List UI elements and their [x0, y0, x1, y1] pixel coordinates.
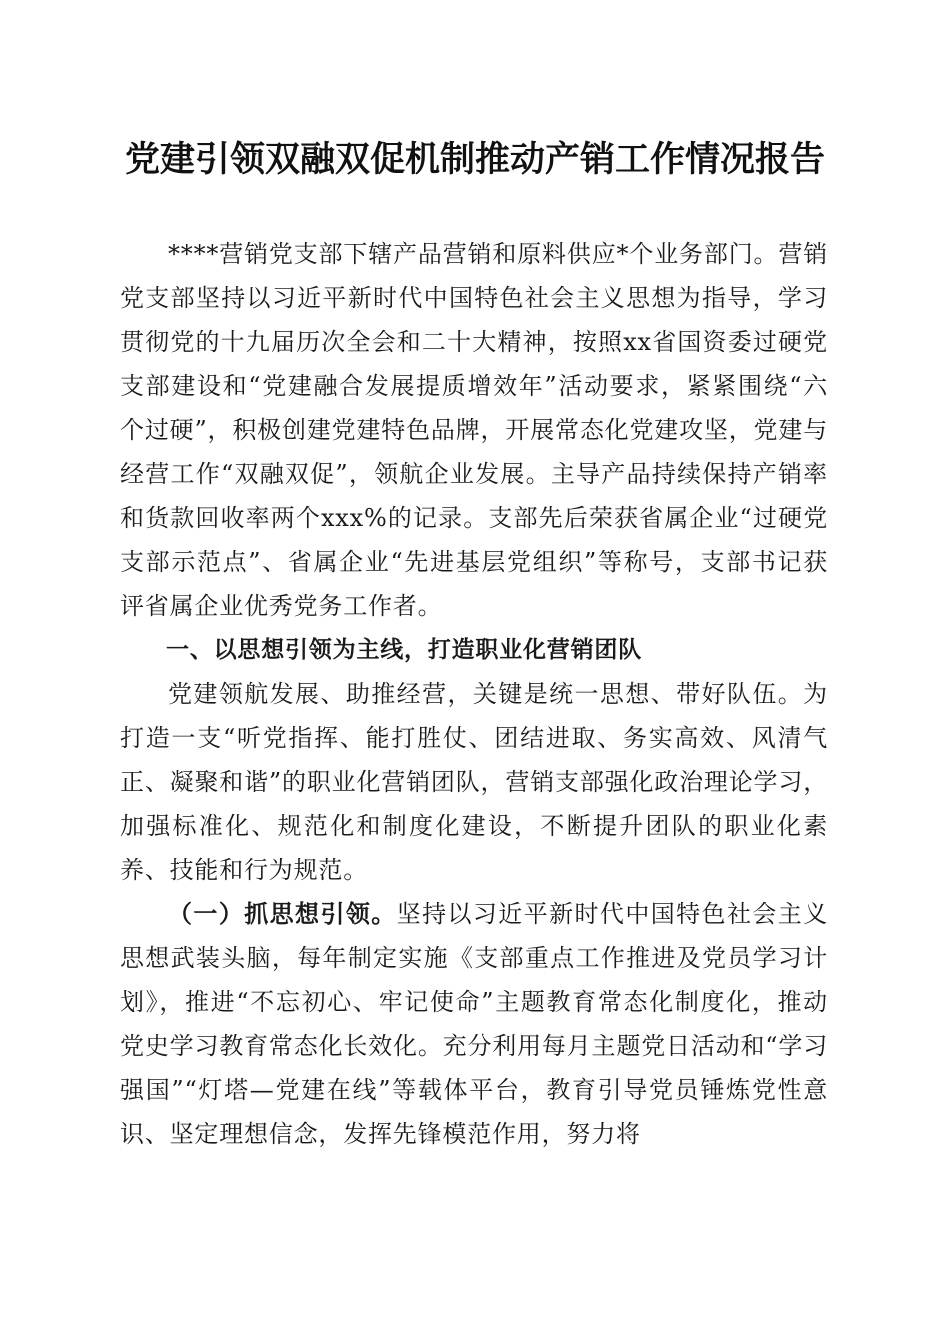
subsection-1-paragraph — [120, 892, 828, 1156]
document-title: 党建引领双融双促机制推动产销工作情况报告 — [124, 139, 825, 180]
section-1-paragraph: 党建领航发展、助推经营，关键是统一思想、带好队伍。为打造一支“听党指挥、能打胜仗、团结进取、务实高效、风清气正、凝聚和谐”的职业化营销团队，营销支部强化政治理论学习，加强标准化、规范化和制度化建设，不断提升团队的职业化素养、技能和行为规范。 — [120, 680, 828, 884]
subsection-1-body: 坚持以习近平新时代中国特色社会主义思想武装头脑，每年制定实施《支部重点工作推进及党员学习计划》，推进“不忘初心、牢记使命”主题教育常态化制度化，推动党史学习教育常态化长效化。充分利用每月主题党日活动和“学习强国”“灯塔—党建在线”等载体平台，教育引导党员锤炼党性意识、坚定理想信念，发挥先锋模范作用，努力将 — [120, 900, 828, 1148]
intro-paragraph: ****营销党支部下辖产品营销和原料供应*个业务部门。营销党支部坚持以习近平新时代中国特色社会主义思想为指导，学习贯彻党的十九届历次全会和二十大精神，按照xx省国资委过硬党支部建设和“党建融合发展提质增效年”活动要求，紧紧围绕“六个过硬”，积极创建党建特色品牌，开展常态化党建攻坚，党建与经营工作“双融双促”，领航企业发展。主导产品持续保持产销率和货款回收率两个xxx%的记录。支部先后荣获省属企业“过硬党支部示范点”、省属企业“先进基层党组织”等称号，支部书记获评省属企业优秀党务工作者。 — [120, 240, 828, 620]
document-body — [120, 232, 828, 1156]
section-1-heading: 一、以思想引领为主线，打造职业化营销团队 — [166, 637, 642, 663]
subsection-1-lead: （一）抓思想引领。 — [168, 900, 397, 928]
